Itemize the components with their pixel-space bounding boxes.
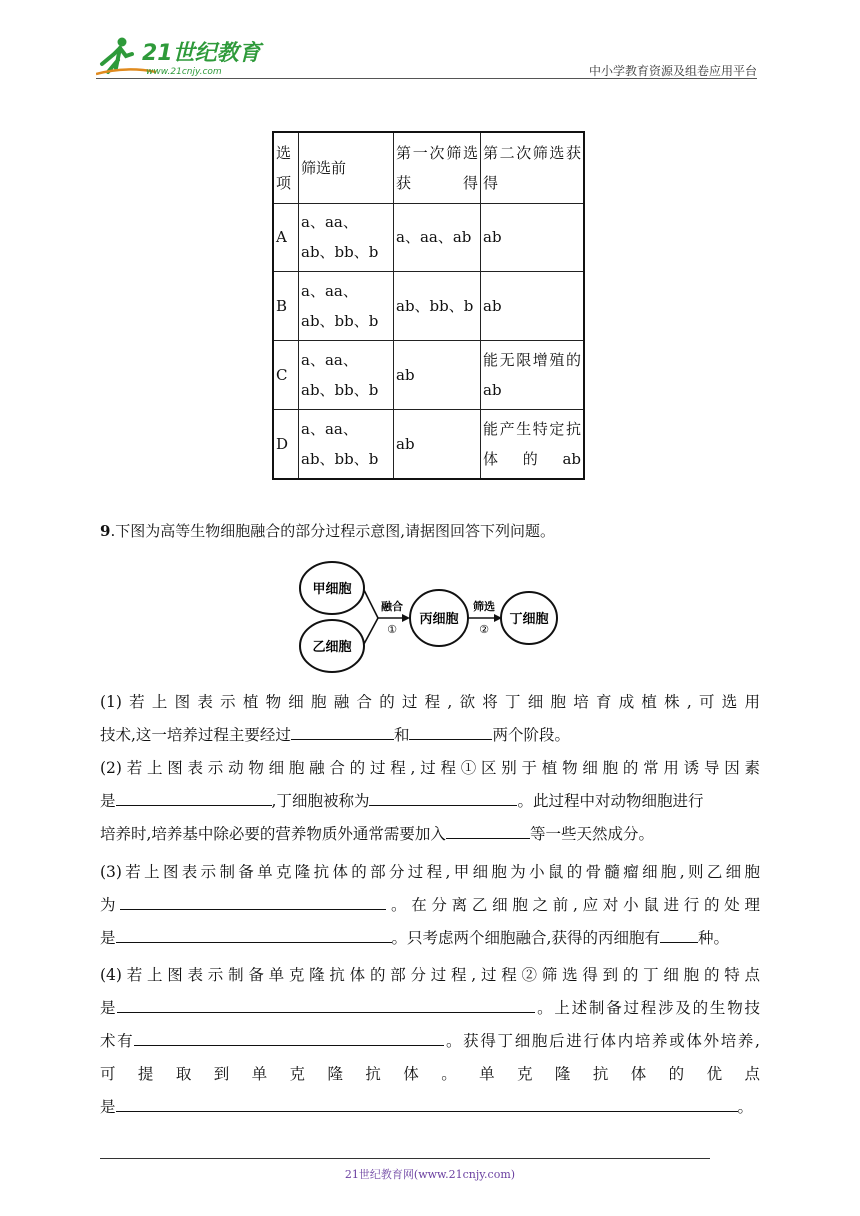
text-line: 为 。在分离乙细胞之前,应对小鼠进行的处理 <box>100 889 760 922</box>
table-row <box>273 271 584 340</box>
text-line: (4)若上图表示制备单克隆抗体的部分过程,过程②筛选得到的丁细胞的特点 <box>100 966 760 984</box>
sub-question-1 <box>100 686 760 752</box>
second-cell: 能产生特定抗体的ab <box>481 409 585 479</box>
cell-d-label: 丁细胞 <box>509 612 549 627</box>
answer-blank[interactable] <box>134 1027 444 1046</box>
table-header-row <box>273 132 584 203</box>
text-line: (2)若上图表示动物细胞融合的过程,过程①区别于植物细胞的常用诱导因素 <box>100 759 760 777</box>
sub-question-4 <box>100 959 760 1124</box>
answer-blank[interactable] <box>446 820 530 839</box>
option-cell: D <box>273 409 299 479</box>
table-row <box>273 340 584 409</box>
logo-text: 21世纪教育 <box>142 41 261 66</box>
text-line: 是 ,丁细胞被称为 。此过程中对动物细胞进行 <box>100 785 760 818</box>
footer-divider <box>100 1158 710 1159</box>
step-2-label: 筛选 <box>473 600 495 613</box>
text-line: 是 。上述制备过程涉及的生物技 <box>100 992 760 1025</box>
answer-blank[interactable] <box>116 1093 738 1112</box>
logo-url: www.21cnjy.com <box>146 67 222 77</box>
before-cell: a、aa、ab、bb、b <box>299 271 394 340</box>
second-cell: ab <box>481 203 585 271</box>
step-2-number: ② <box>479 623 489 636</box>
first-cell: ab、bb、b <box>394 271 481 340</box>
option-cell: A <box>273 203 299 271</box>
step-1-label: 融合 <box>381 600 403 613</box>
first-cell: ab <box>394 409 481 479</box>
answer-blank[interactable] <box>120 891 386 910</box>
merge-lines <box>364 590 378 644</box>
footer-text[interactable]: 21世纪教育网(www.21cnjy.com) <box>344 1168 516 1181</box>
cell-fusion-diagram <box>298 560 560 675</box>
answer-blank[interactable] <box>116 787 272 806</box>
sub-question-3 <box>100 856 760 955</box>
cell-c-label: 丙细胞 <box>419 612 459 627</box>
cell-a-label: 甲细胞 <box>312 582 352 597</box>
arrow-1-head-icon <box>402 614 410 622</box>
question-number: 9 <box>100 522 111 540</box>
table-row <box>273 203 584 271</box>
text-line: 培养时,培养基中除必要的营养物质外通常需要加入 等一些天然成分。 <box>100 818 760 851</box>
answer-blank[interactable] <box>660 924 698 943</box>
sub-question-2 <box>100 752 760 851</box>
first-cell: a、aa、ab <box>394 203 481 271</box>
answer-blank[interactable] <box>117 994 535 1013</box>
second-cell: ab <box>481 271 585 340</box>
before-cell: a、aa、ab、bb、b <box>299 409 394 479</box>
text-line: 技术,这一培养过程主要经过 和 两个阶段。 <box>100 719 760 752</box>
header-cell: 第一次筛选获得 <box>394 132 481 203</box>
question-9-stem: 9.下图为高等生物细胞融合的部分过程示意图,请据图回答下列问题。 <box>100 522 555 540</box>
text-line: (1)若上图表示植物细胞融合的过程,欲将丁细胞培育成植株,可选用 <box>100 693 760 711</box>
before-cell: a、aa、ab、bb、b <box>299 340 394 409</box>
answer-blank[interactable] <box>116 924 392 943</box>
option-cell: C <box>273 340 299 409</box>
answer-blank[interactable] <box>409 721 492 740</box>
answer-blank[interactable] <box>369 787 517 806</box>
site-logo <box>96 34 266 78</box>
text-line: 术有 。获得丁细胞后进行体内培养或体外培养, <box>100 1025 760 1058</box>
header-cell: 选项 <box>273 132 299 203</box>
table-row <box>273 409 584 479</box>
option-cell: B <box>273 271 299 340</box>
second-cell: 能无限增殖的ab <box>481 340 585 409</box>
text-line: 可提取到单克隆抗体。单克隆抗体的优点 <box>100 1065 760 1083</box>
answer-blank[interactable] <box>291 721 394 740</box>
text-line: (3)若上图表示制备单克隆抗体的部分过程,甲细胞为小鼠的骨髓瘤细胞,则乙细胞 <box>100 863 760 881</box>
step-1-number: ① <box>387 623 397 636</box>
cell-b-label: 乙细胞 <box>312 640 352 655</box>
before-cell: a、aa、ab、bb、b <box>299 203 394 271</box>
options-table <box>272 131 585 480</box>
header-cell: 筛选前 <box>299 132 394 203</box>
text-line: 是 。 <box>100 1091 760 1124</box>
text-line: 是 。只考虑两个细胞融合,获得的丙细胞有 种。 <box>100 922 760 955</box>
header-divider <box>96 78 757 79</box>
first-cell: ab <box>394 340 481 409</box>
header-platform-text: 中小学教育资源及组卷应用平台 <box>588 64 757 78</box>
header-cell: 第二次筛选获得 <box>481 132 585 203</box>
